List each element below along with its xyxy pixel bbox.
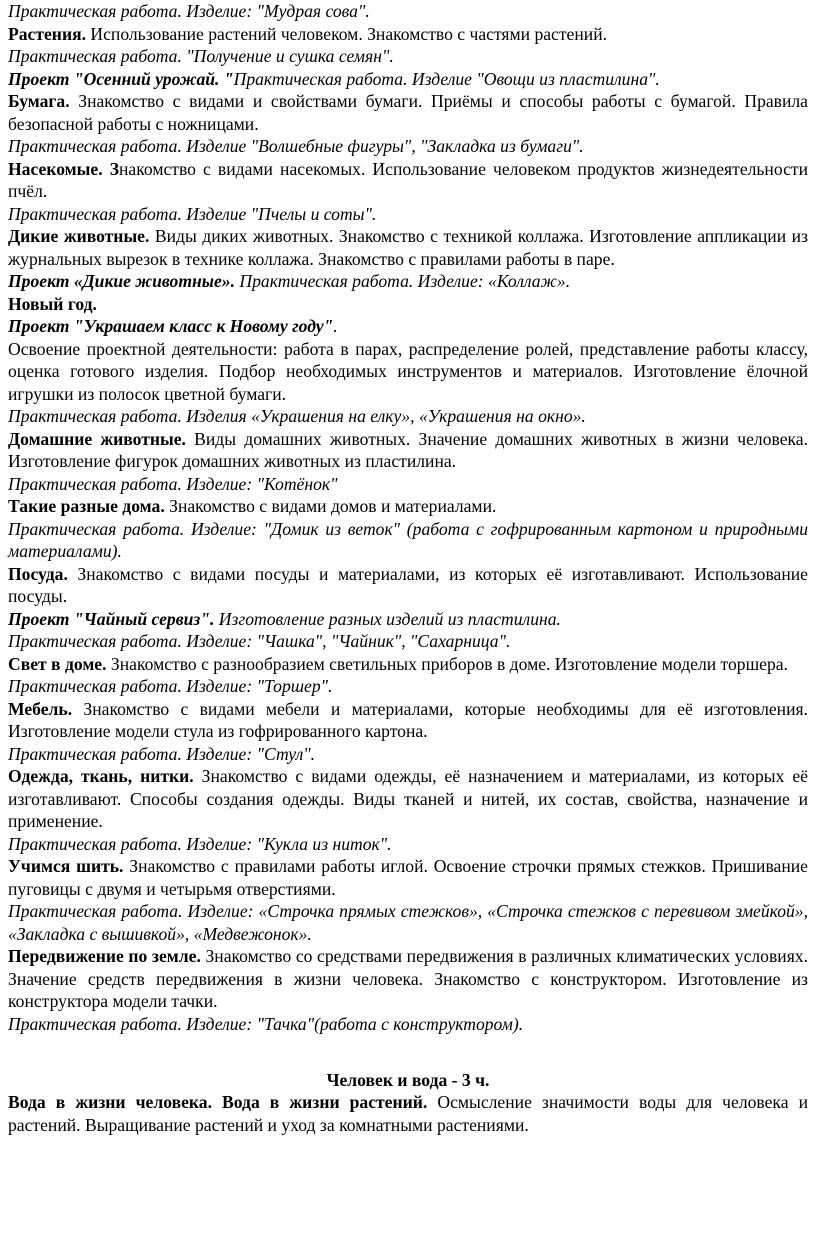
- italic-text: Практическая работа. Изделие: "Тачка"(работа с конструктором).: [8, 1013, 524, 1034]
- bold-italic-text: Проект "Осенний урожай. ": [8, 68, 234, 89]
- paragraph: [8, 518, 808, 563]
- bold-text: Домашние животные.: [8, 428, 186, 449]
- paragraph: [8, 158, 808, 203]
- bold-italic-text: Проект "Чайный сервиз".: [8, 608, 215, 629]
- plain-text: Осмысление значимости воды для человека и растений. Выращивание растений и уход за комнатными растениями.: [8, 1092, 808, 1135]
- bold-text: Передвижение по земле.: [8, 946, 201, 966]
- italic-text: Практическая работа. Изделие: "Домик из веток" (работа с гофрированным картоном и природными материалами).: [8, 518, 808, 561]
- bold-text: Бумага.: [8, 91, 70, 111]
- closing-paragraph: [8, 1091, 808, 1136]
- plain-text: Знакомство с видами посуды и материалами, из которых её изготавливают. Использование посуды.: [8, 563, 808, 606]
- paragraph: [8, 563, 808, 608]
- italic-text: Практическая работа. Изделие: "Кукла из ниток".: [8, 833, 392, 854]
- paragraph: [8, 68, 808, 91]
- plain-text: Знакомство с видами и свойствами бумаги. Приёмы и способы работы с бумагой. Правила безопасной работы с ножницами.: [8, 91, 808, 134]
- paragraph: [8, 315, 808, 338]
- paragraph: [8, 1013, 808, 1036]
- bold-text: Свет в доме.: [8, 653, 107, 674]
- plain-text: Знакомство с видами домов и материалами.: [164, 496, 497, 516]
- italic-text: Практическая работа. Изделие: «Строчка прямых стежков», «Строчка стежков с перевивом змейкой», «Закладка с вышивкой», «Медвежонок».: [8, 901, 808, 944]
- plain-text: Знакомство с видами мебели и материалами, которые необходимы для её изготовления. Изготовление модели стула из гофрированного картона.: [8, 698, 808, 741]
- italic-text: Практическая работа. "Получение и сушка семян".: [8, 46, 394, 66]
- bold-text: Такие разные дома.: [8, 496, 165, 516]
- italic-text: Практическая работа. Изделие: "Чашка", "Чайник", "Сахарница".: [8, 631, 511, 651]
- paragraph: [8, 338, 808, 406]
- blank-line: [8, 1035, 808, 1058]
- italic-text: Практическая работа. Изделие "Овощи из пластилина".: [233, 68, 660, 89]
- section-heading: Человек и вода - 3 ч.: [326, 1069, 490, 1090]
- paragraph: [8, 428, 808, 473]
- paragraph-list: [8, 0, 808, 1035]
- bold-text: Учимся шить.: [8, 856, 124, 876]
- paragraph: [8, 630, 808, 653]
- plain-text: Виды домашних животных. Значение домашних животных в жизни человека. Изготовление фигурок домашних животных из пластилина.: [8, 428, 809, 471]
- paragraph: [8, 495, 808, 518]
- paragraph: [8, 23, 808, 46]
- plain-text: Освоение проектной деятельности: работа в парах, распределение ролей, представление работы классу, оценка готового изделия. Подбор необходимых инструментов и материалов. Изготовление ёлочной игрушки из полосок цветной бумаги.: [8, 338, 808, 404]
- paragraph: [8, 833, 808, 856]
- plain-text: Использование растений человеком. Знакомство с частями растений.: [86, 23, 608, 44]
- bold-text: Одежда, ткань, нитки.: [8, 766, 194, 786]
- bold-italic-text: Проект "Украшаем класс к Новому году": [8, 316, 334, 336]
- paragraph: [8, 653, 808, 676]
- italic-text: Практическая работа. Изделия «Украшения на елку», «Украшения на окно».: [8, 406, 586, 426]
- paragraph: [8, 765, 808, 833]
- paragraph: [8, 945, 808, 1013]
- paragraph: [8, 405, 808, 428]
- paragraph: [8, 135, 808, 158]
- italic-text: Практическая работа. Изделие "Волшебные фигуры", "Закладка из бумаги".: [8, 136, 584, 156]
- italic-text: Практическая работа. Изделие: "Котёнок": [8, 473, 338, 494]
- paragraph: [8, 0, 808, 23]
- paragraph: [8, 270, 808, 293]
- plain-text: Знакомство с видами одежды, её назначением и материалами, из которых её изготавливают. Способы создания одежды. Виды тканей и нитей, их состав, свойства, назначение и применение.: [8, 766, 808, 831]
- italic-text: Практическая работа. Изделие "Пчелы и соты".: [8, 203, 377, 224]
- paragraph: [8, 225, 808, 270]
- paragraph: [8, 203, 808, 226]
- plain-text: Знакомство со средствами передвижения в различных климатических условиях. Значение средств передвижения в жизни человека. Знакомство с конструктором. Изготовление из конструктора модели тачки.: [8, 946, 808, 1011]
- italic-text: Практическая работа. Изделие: «Коллаж».: [235, 271, 571, 291]
- paragraph: [8, 855, 808, 900]
- paragraph: [8, 473, 808, 496]
- paragraph: [8, 698, 808, 743]
- italic-text: Изготовление разных изделий из пластилина.: [214, 608, 561, 629]
- italic-text: Практическая работа. Изделие: "Торшер".: [8, 676, 333, 696]
- bold-text: Вода в жизни человека. Вода в жизни растений.: [8, 1092, 428, 1112]
- plain-text: накомство с видами насекомых. Использование человеком продуктов жизнедеятельности пчёл.: [8, 158, 808, 201]
- paragraph: [8, 293, 808, 316]
- italic-text: Практическая работа. Изделие: "Мудрая сова".: [8, 1, 370, 21]
- italic-text: Практическая работа. Изделие: "Стул".: [8, 743, 316, 764]
- bold-text: Посуда.: [8, 563, 68, 584]
- bold-text: Дикие животные.: [8, 226, 150, 246]
- bold-text: Насекомые. З: [8, 158, 119, 179]
- paragraph: [8, 608, 808, 631]
- bold-text: Новый год.: [8, 293, 97, 314]
- italic-text: .: [333, 316, 338, 336]
- bold-italic-text: Проект «Дикие животные».: [8, 271, 235, 291]
- paragraph: [8, 675, 808, 698]
- paragraph: [8, 90, 808, 135]
- plain-text: Знакомство с правилами работы иглой. Освоение строчки прямых стежков. Пришивание пуговицы с двумя и четырьмя отверстиями.: [8, 856, 808, 899]
- plain-text: Знакомство с разнообразием светильных приборов в доме. Изготовление модели торшера.: [106, 653, 788, 674]
- bold-text: Мебель.: [8, 698, 73, 719]
- bold-text: Растения.: [8, 23, 86, 44]
- paragraph: [8, 743, 808, 766]
- paragraph: [8, 45, 808, 68]
- paragraph: [8, 900, 808, 945]
- plain-text: Виды диких животных. Знакомство с техникой коллажа. Изготовление аппликации из журнальных вырезок в технике коллажа. Знакомство с правилами работы в паре.: [8, 226, 808, 269]
